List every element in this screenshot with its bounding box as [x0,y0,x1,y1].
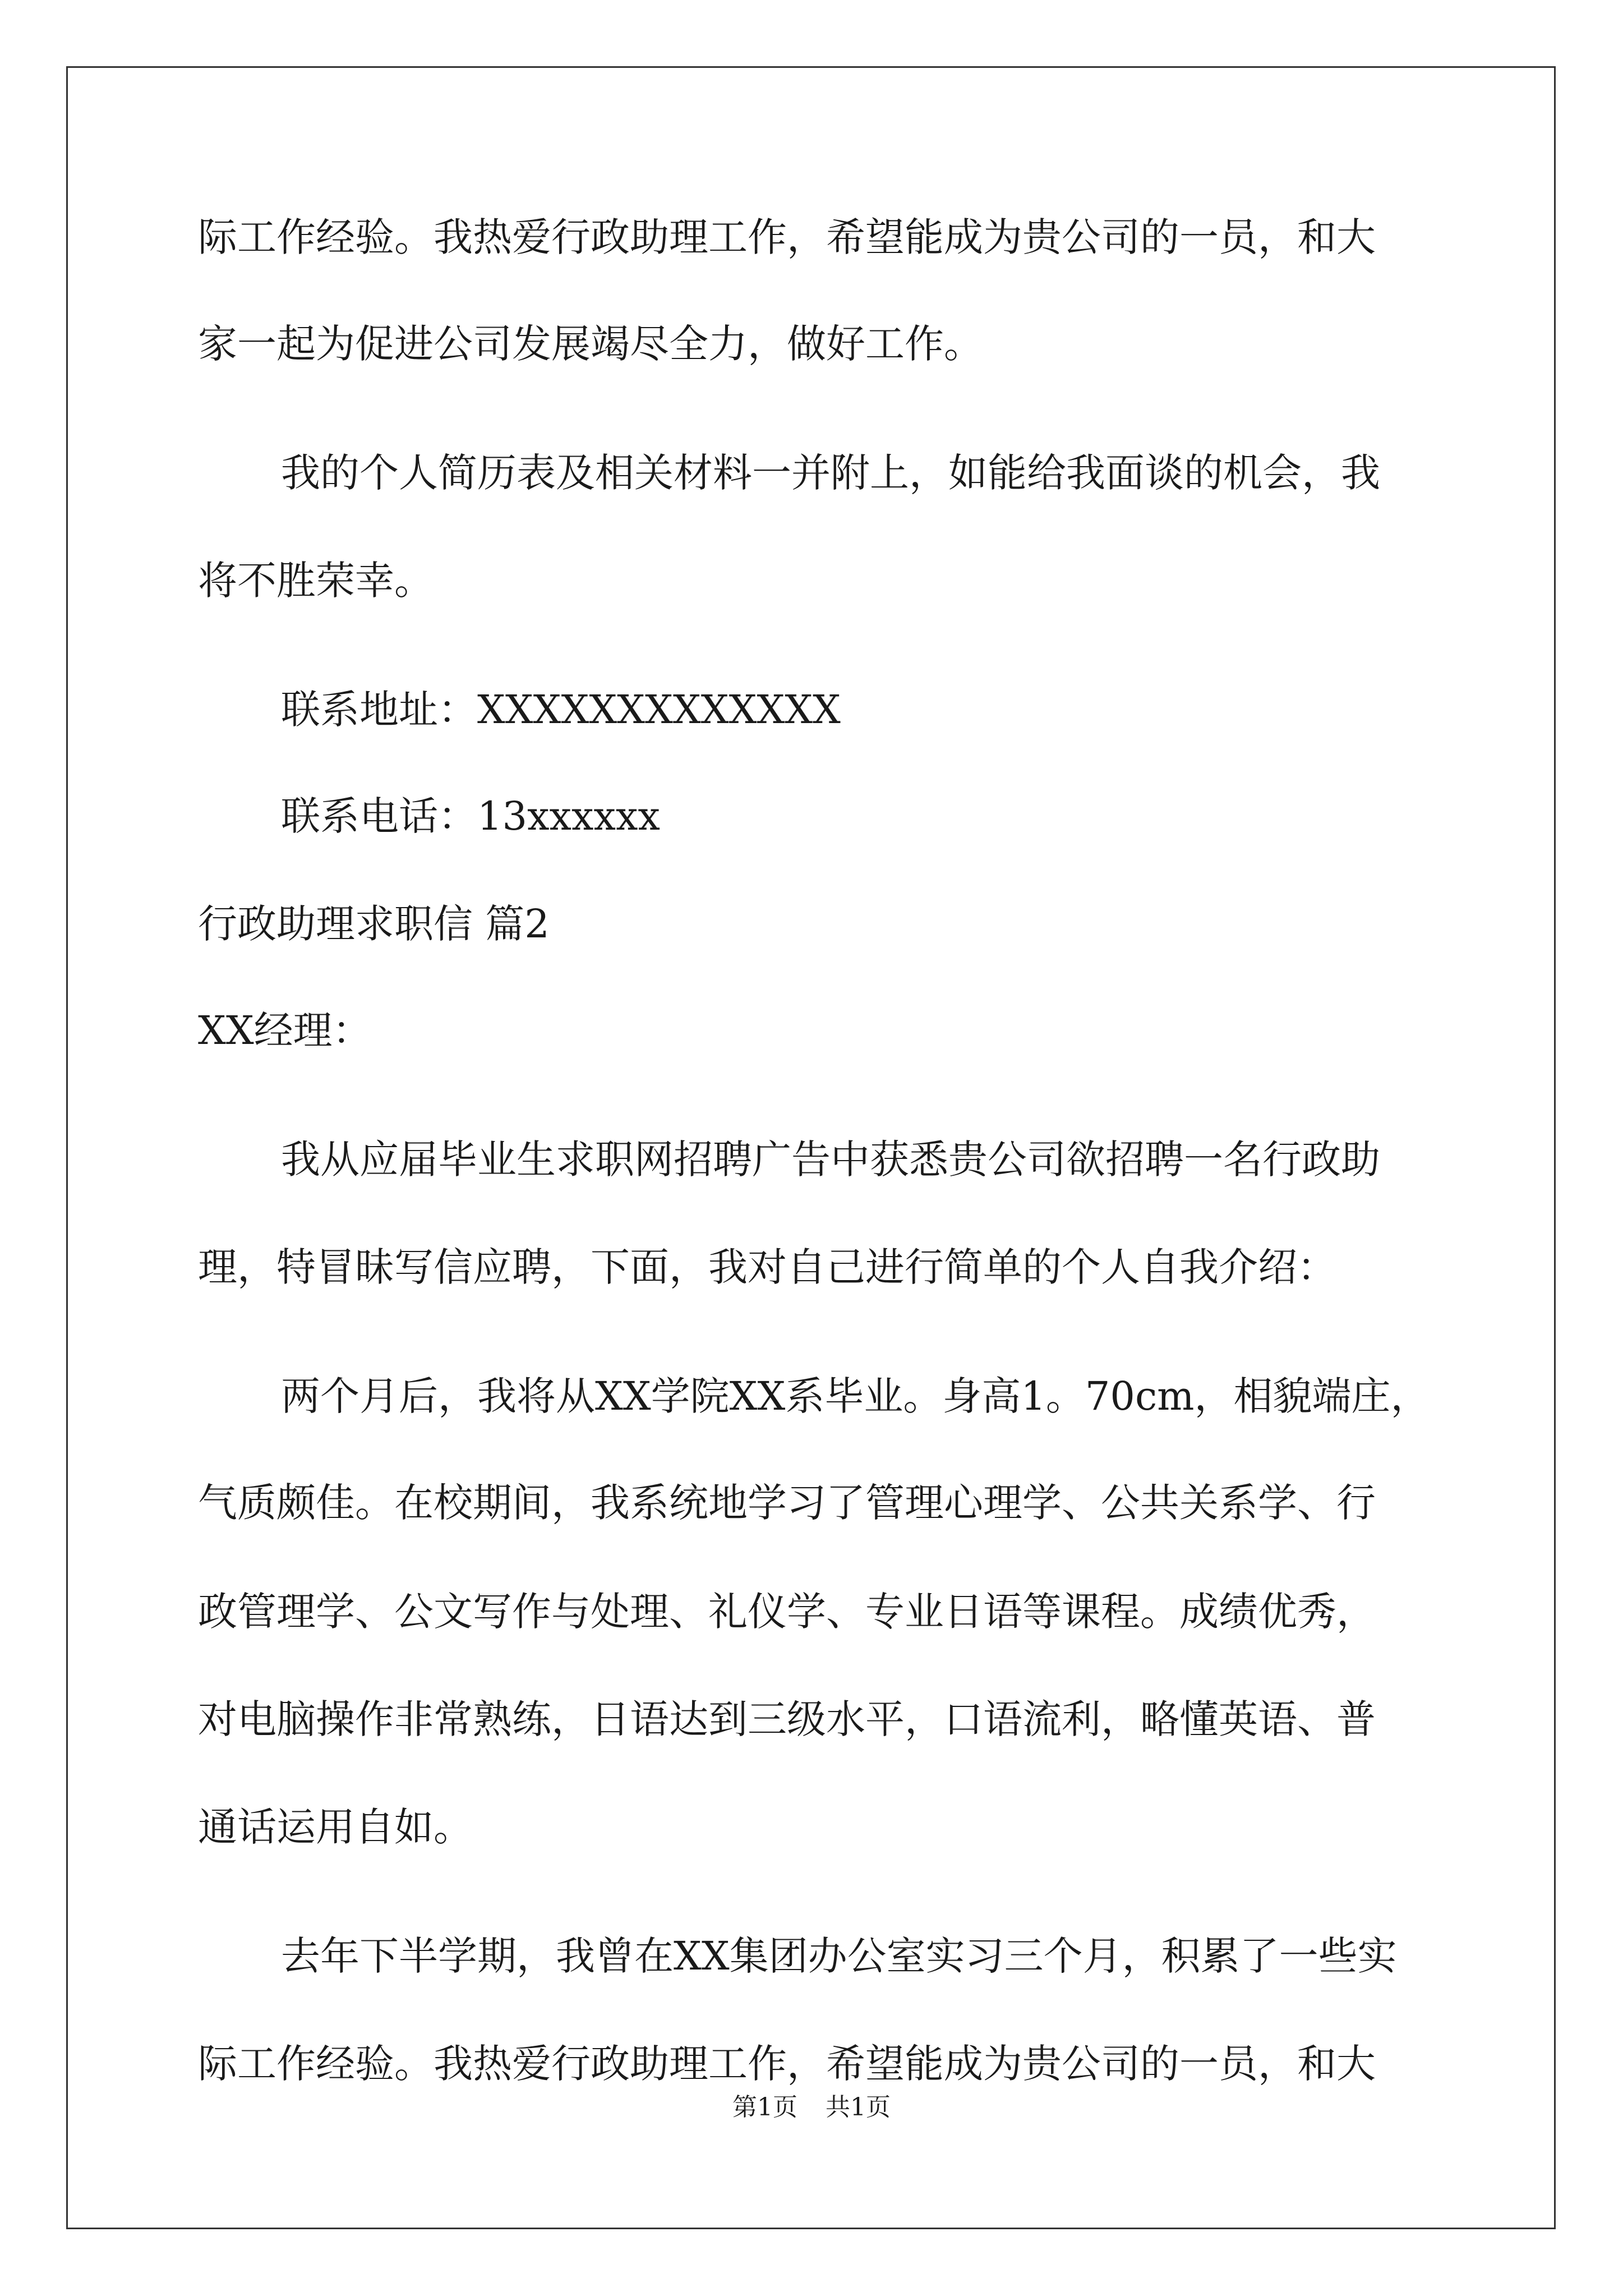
text-line: 气质颇佳。在校期间，我系统地学习了管理心理学、公共关系学、行 [198,1480,1376,1526]
text-line: 理，特冒昧写信应聘，下面，我对自己进行简单的个人自我介绍： [198,1244,1336,1290]
text-line: 际工作经验。我热爱行政助理工作，希望能成为贵公司的一员，和大 [198,2041,1376,2087]
text-line: 我从应届毕业生求职网招聘广告中获悉贵公司欲招聘一名行政助 [281,1137,1380,1182]
text-line: 通话运用自如。 [198,1804,473,1850]
contact-phone: 联系电话：13xxxxxx [281,793,660,839]
text-line: 对电脑操作非常熟练，日语达到三级水平，口语流利，略懂英语、普 [198,1696,1376,1742]
section-heading: 行政助理求职信 篇2 [198,901,550,947]
salutation: XX经理： [198,1007,372,1053]
page-total: 共1页 [826,2093,891,2122]
document-body [198,214,1437,2087]
page-number: 第1页 [732,2093,797,2122]
text-line: 际工作经验。我热爱行政助理工作，希望能成为贵公司的一员，和大 [198,214,1376,260]
text-line: 两个月后，我将从XX学院XX系毕业。身高1。70cm，相貌端庄， [281,1373,1430,1419]
text-line: 我的个人简历表及相关材料一并附上，如能给我面谈的机会，我 [281,450,1380,496]
contact-address: 联系地址：XXXXXXXXXXXXX [281,687,841,733]
text-line: 家一起为促进公司发展竭尽全力，做好工作。 [198,321,983,367]
text-line: 政管理学、公文写作与处理、礼仪学、专业日语等课程。成绩优秀， [198,1589,1376,1635]
page-footer [0,2095,1623,2120]
text-line: 去年下半学期，我曾在XX集团办公室实习三个月，积累了一些实 [281,1933,1397,1979]
text-line: 将不胜荣幸。 [198,558,434,604]
